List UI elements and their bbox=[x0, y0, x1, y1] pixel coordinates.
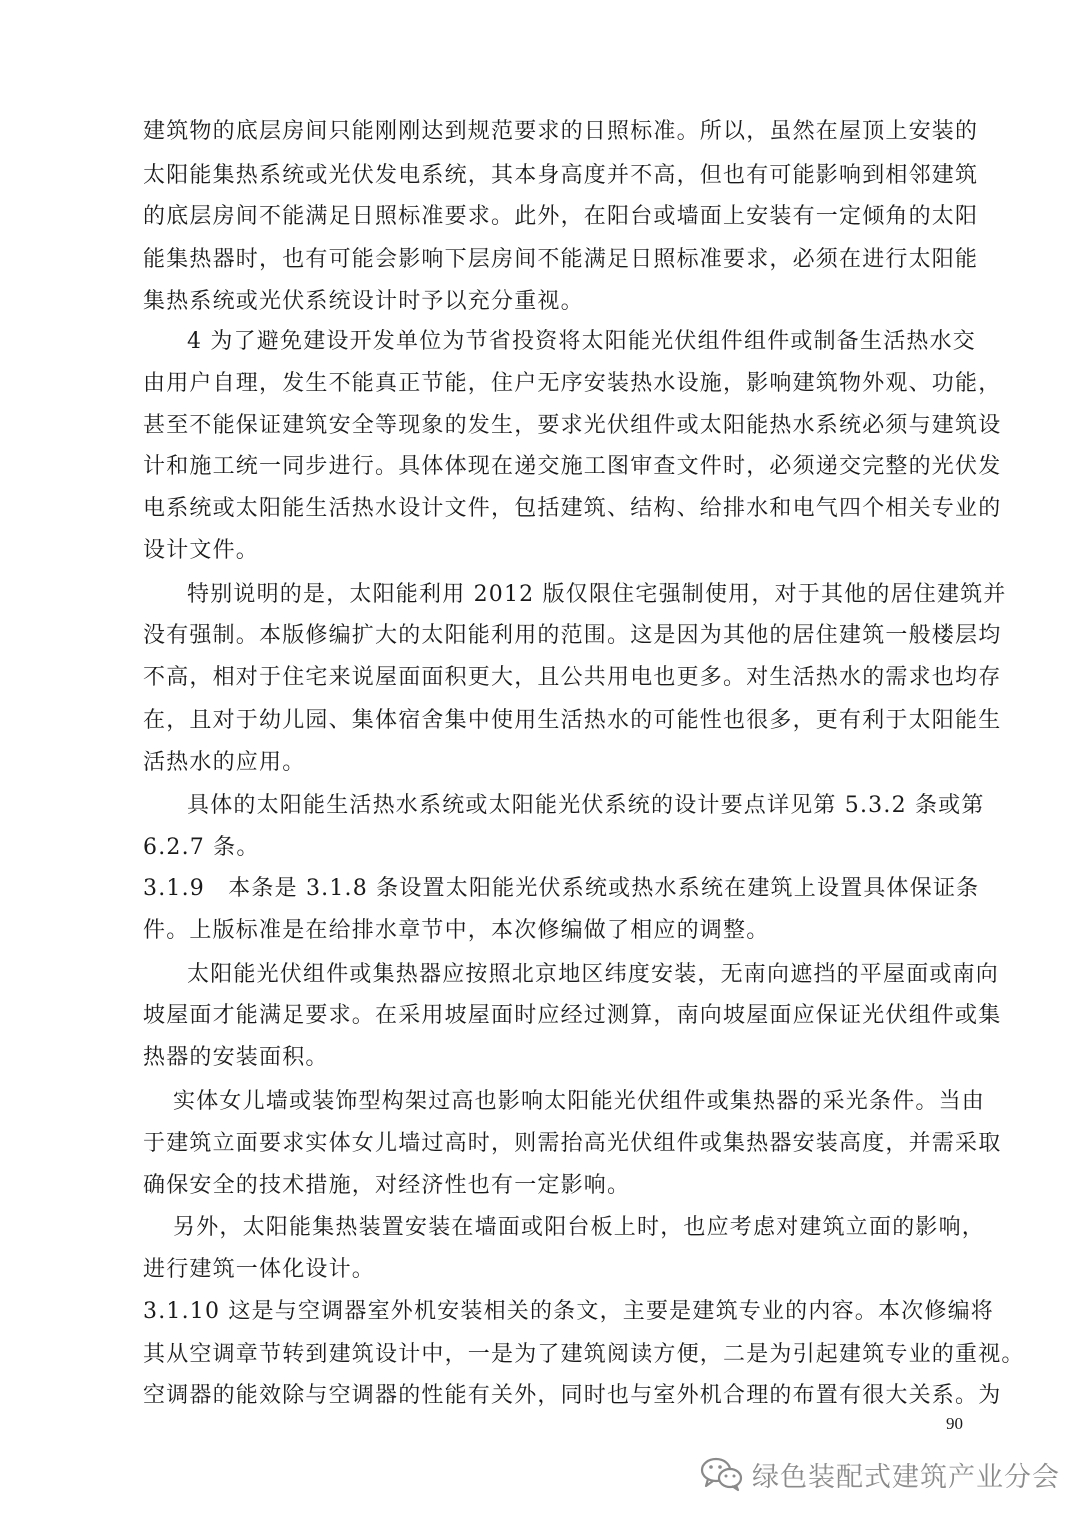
text-line: 能集热器时，也有可能会影响下层房间不能满足日照标准要求，必须在进行太阳能 bbox=[143, 247, 979, 272]
text-line: 不高，相对于住宅来说屋面面积更大，且公共用电也更多。对生活热水的需求也均存 bbox=[143, 665, 1002, 690]
text-line: 设计文件。 bbox=[143, 538, 260, 563]
text-line: 3.1.9 本条是 3.1.8 条设置太阳能光伏系统或热水系统在建筑上设置具体保证条 bbox=[143, 876, 980, 901]
text-line: 没有强制。本版修编扩大的太阳能利用的范围。这是因为其他的居住建筑一般楼层均 bbox=[143, 623, 1002, 648]
text-line: 空调器的能效除与空调器的性能有关外，同时也与室外机合理的布置有很大关系。为 bbox=[143, 1383, 1002, 1408]
text-line: 确保安全的技术措施，对经济性也有一定影响。 bbox=[143, 1173, 631, 1198]
text-line: 另外，太阳能集热装置安装在墙面或阳台板上时，也应考虑对建筑立面的影响， bbox=[173, 1215, 986, 1240]
text-line: 由用户自理，发生不能真正节能，住户无序安装热水设施，影响建筑物外观、功能， bbox=[143, 371, 1002, 396]
text-line: 于建筑立面要求实体女儿墙过高时，则需抬高光伏组件或集热器安装高度，并需采取 bbox=[143, 1131, 1002, 1156]
text-line: 建筑物的底层房间只能刚刚达到规范要求的日照标准。所以，虽然在屋顶上安装的 bbox=[143, 119, 979, 144]
text-line: 其从空调章节转到建筑设计中，一是为了建筑阅读方便，二是为引起建筑专业的重视。 bbox=[143, 1342, 1025, 1367]
text-line: 太阳能光伏组件或集热器应按照北京地区纬度安装，无南向遮挡的平屋面或南向 bbox=[187, 962, 1000, 987]
page-number: 90 bbox=[946, 1414, 963, 1433]
text-line: 电系统或太阳能生活热水设计文件，包括建筑、结构、给排水和电气四个相关专业的 bbox=[143, 496, 1002, 521]
text-line: 4 为了避免建设开发单位为节省投资将太阳能光伏组件组件或制备生活热水交 bbox=[187, 329, 976, 354]
text-line: 具体的太阳能生活热水系统或太阳能光伏系统的设计要点详见第 5.3.2 条或第 bbox=[187, 793, 985, 818]
text-line: 计和施工统一同步进行。具体体现在递交施工图审查文件时，必须递交完整的光伏发 bbox=[143, 454, 1002, 479]
text-line: 6.2.7 条。 bbox=[143, 835, 260, 860]
text-line: 的底层房间不能满足日照标准要求。此外，在阳台或墙面上安装有一定倾角的太阳 bbox=[143, 204, 979, 229]
text-line: 太阳能集热系统或光伏发电系统，其本身高度并不高，但也有可能影响到相邻建筑 bbox=[143, 163, 979, 188]
watermark bbox=[700, 1452, 1060, 1496]
text-line: 集热系统或光伏系统设计时予以充分重视。 bbox=[143, 289, 584, 314]
text-line: 特别说明的是，太阳能利用 2012 版仅限住宅强制使用，对于其他的居住建筑并 bbox=[187, 582, 1007, 607]
text-line: 热器的安装面积。 bbox=[143, 1045, 329, 1070]
text-line: 件。上版标准是在给排水章节中，本次修编做了相应的调整。 bbox=[143, 918, 770, 943]
text-line: 坡屋面才能满足要求。在采用坡屋面时应经过测算，南向坡屋面应保证光伏组件或集 bbox=[143, 1003, 1002, 1028]
text-line: 进行建筑一体化设计。 bbox=[143, 1257, 376, 1282]
wechat-icon bbox=[700, 1456, 744, 1492]
text-line: 在，且对于幼儿园、集体宿舍集中使用生活热水的可能性也很多，更有利于太阳能生 bbox=[143, 708, 1002, 733]
text-line: 甚至不能保证建筑安全等现象的发生，要求光伏组件或太阳能热水系统必须与建筑设 bbox=[143, 413, 1002, 438]
text-line: 活热水的应用。 bbox=[143, 750, 306, 775]
watermark-text: 绿色装配式建筑产业分会 bbox=[752, 1461, 1060, 1493]
text-line: 3.1.10 这是与空调器室外机安装相关的条文，主要是建筑专业的内容。本次修编将 bbox=[143, 1299, 994, 1324]
text-line: 实体女儿墙或装饰型构架过高也影响太阳能光伏组件或集热器的采光条件。当由 bbox=[173, 1089, 986, 1114]
